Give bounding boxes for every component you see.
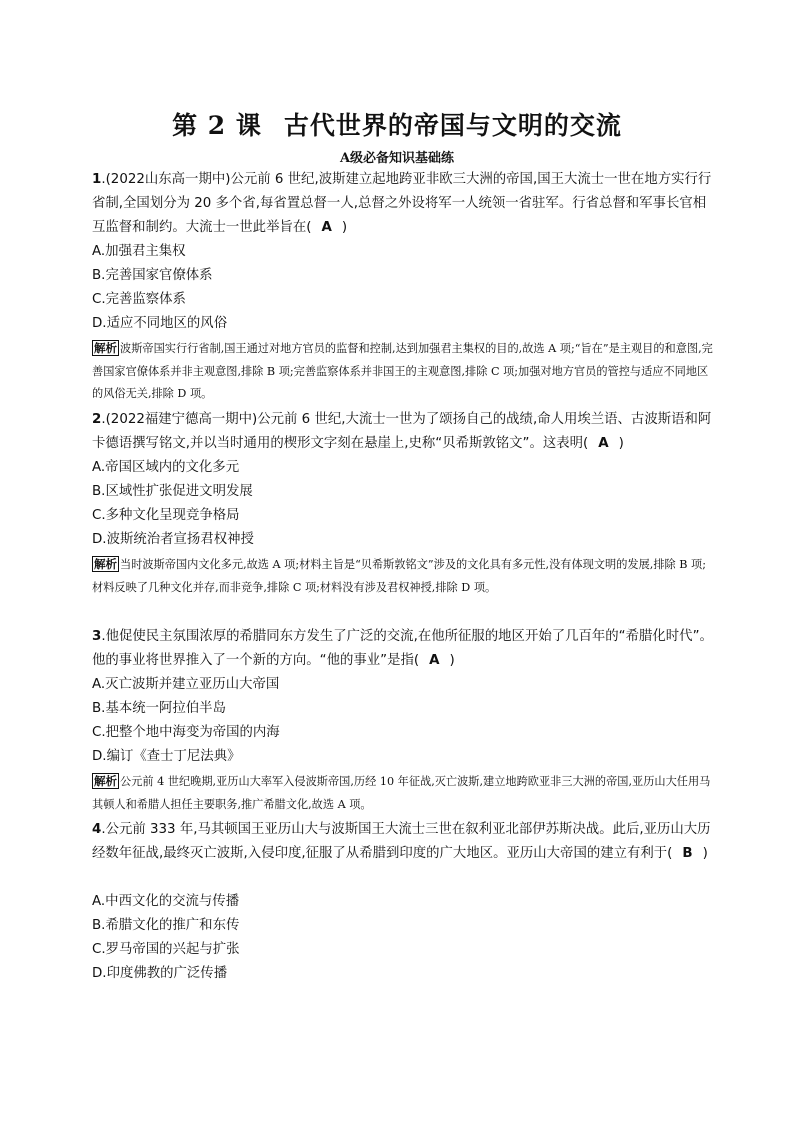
section-heading: A级必备知识基础练 bbox=[339, 151, 455, 166]
option-c: C.罗马帝国的兴起与扩张 bbox=[92, 942, 240, 957]
option-a: A.帝国区域内的文化多元 bbox=[92, 460, 240, 475]
question-1-stem: 1.(2022山东高一期中)公元前 6 世纪,波斯建立起地跨亚非欧三大洲的帝国,国王大流士一世在地方实行行省制,全国划分为 20 多个省,每省置总督一人,总督之外设将军一人统领一省驻军。行省总督和军事长官相互监督和制约。大流士一世此举旨在( A ) bbox=[92, 168, 717, 240]
question-2-explanation: 解析 当时波斯帝国内文化多元,故选 A 项;材料主旨是“贝希斯敦铭文”涉及的文化具有多元性,没有体现文明的发展,排除 B 项;材料反映了几种文化并存,而非竞争,排除 C 项;材料没有涉及君权神授,排除 D 项。 bbox=[92, 557, 706, 594]
explanation-tag: 解析 bbox=[94, 341, 117, 355]
question-4-stem: 4.公元前 333 年,马其顿国王亚历山大与波斯国王大流士三世在叙利亚北部伊苏斯决战。此后,亚历山大历经数年征战,最终灭亡波斯,入侵印度,征服了从希腊到印度的广大地区。亚历山大帝国的建立有利于( B ) bbox=[92, 818, 717, 866]
option-c: C.多种文化呈现竞争格局 bbox=[92, 508, 240, 523]
option-b: B.完善国家官僚体系 bbox=[92, 268, 213, 283]
option-d: D.波斯统治者宣扬君权神授 bbox=[92, 532, 254, 547]
option-b: B.基本统一阿拉伯半岛 bbox=[92, 701, 226, 716]
lesson-name: 古代世界的帝国与文明的交流 bbox=[283, 111, 622, 140]
answer-letter: A bbox=[598, 436, 609, 451]
option-d: D.适应不同地区的风俗 bbox=[92, 316, 228, 331]
option-b: B.区域性扩张促进文明发展 bbox=[92, 484, 253, 499]
question-1-explanation: 解析 波斯帝国实行行省制,国王通过对地方官员的监督和控制,达到加强君主集权的目的,故选 A 项;“旨在”是主观目的和意图,完善国家官僚体系并非主观意图,排除 B 项;完善监察体系并非国王的主观意图,排除 C 项;加强对地方官员的管控与适应不同地区的风俗无关,排除 D 项。 bbox=[92, 341, 713, 400]
question-3-explanation: 解析 公元前 4 世纪晚期,亚历山大率军入侵波斯帝国,历经 10 年征战,灭亡波斯,建立地跨欧亚非三大洲的帝国,亚历山大任用马其顿人和希腊人担任主要职务,推广希腊文化,故选 A 项。 bbox=[92, 774, 711, 811]
option-b: B.希腊文化的推广和东传 bbox=[92, 918, 240, 933]
option-a: A.灭亡波斯并建立亚历山大帝国 bbox=[92, 677, 280, 692]
answer-letter: B bbox=[682, 846, 693, 861]
question-3-stem: 3.他促使民主氛围浓厚的希腊同东方发生了广泛的交流,在他所征服的地区开始了几百年的“希腊化时代”。他的事业将世界推入了一个新的方向。“他的事业”是指( A ) bbox=[92, 625, 717, 673]
answer-letter: A bbox=[321, 220, 332, 235]
option-c: C.完善监察体系 bbox=[92, 292, 186, 307]
option-d: D.印度佛教的广泛传播 bbox=[92, 966, 228, 981]
explanation-tag: 解析 bbox=[94, 557, 117, 571]
lesson-number: 第 2 课 bbox=[172, 111, 262, 140]
explanation-tag: 解析 bbox=[94, 774, 117, 788]
option-d: D.编订《查士丁尼法典》 bbox=[92, 749, 241, 764]
option-a: A.加强君主集权 bbox=[92, 244, 186, 259]
option-a: A.中西文化的交流与传播 bbox=[92, 894, 240, 909]
answer-letter: A bbox=[429, 653, 440, 668]
question-2-stem: 2.(2022福建宁德高一期中)公元前 6 世纪,大流士一世为了颂扬自己的战绩,命人用埃兰语、古波斯语和阿卡德语撰写铭文,并以当时通用的楔形文字刻在悬崖上,史称“贝希斯敦铭文”。这表明( A ) bbox=[92, 408, 717, 456]
lesson-title bbox=[0, 106, 794, 142]
option-c: C.把整个地中海变为帝国的内海 bbox=[92, 725, 280, 740]
